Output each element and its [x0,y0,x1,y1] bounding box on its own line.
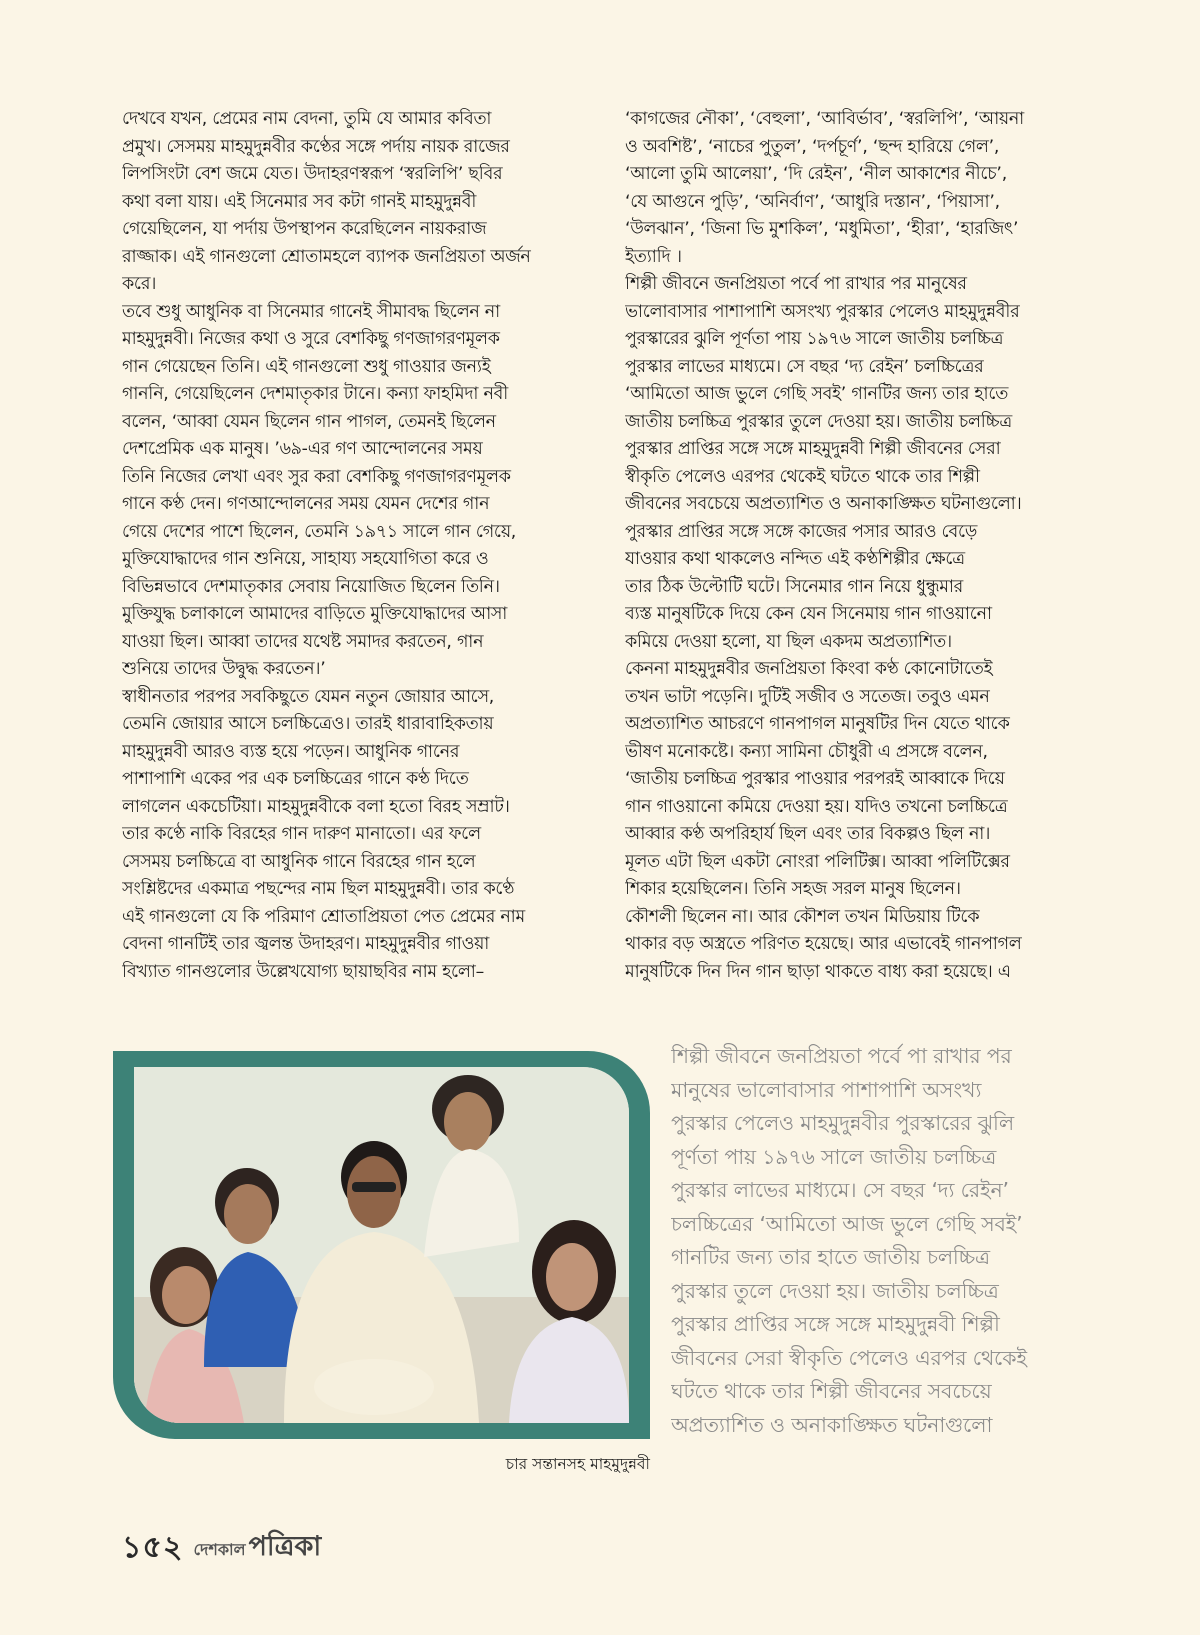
text-line: লাগলেন একচেটিয়া। মাহমুদুন্নবীকে বলা হতো বিরহ সম্রাট। [122,796,510,817]
text-line: যাওয়া ছিল। আব্বা তাদের যথেষ্ট সমাদর করতেন, গান [122,631,484,652]
text-line: জীবনের সবচেয়ে অপ্রত্যাশিত ও অনাকাঙ্ক্ষিত ঘটনাগুলো। [625,494,1022,514]
text-line: তিনি নিজের লেখা এবং সুর করা বেশকিছু গণজাগরণমূলক [122,466,511,487]
text-line: জাতীয় চলচ্চিত্র পুরস্কার তুলে দেওয়া হয়। জাতীয় চলচ্চিত্র [625,411,1012,432]
text-line: মাহমুদুন্নবী। নিজের কথা ও সুরে বেশকিছু গণজাগরণমূলক [122,329,500,349]
text-line: প্রমুখ। সেসময় মাহমুদুন্নবীর কণ্ঠের সঙ্গে পর্দায় নায়ক রাজের [122,136,510,157]
text-line: গেয়েছিলেন, যা পর্দায় উপস্থাপন করেছিলেন নায়করাজ [122,219,487,239]
text-line: থাকার বড় অস্ত্রতে পরিণত হয়েছে। আর এভাবেই গানপাগল [625,934,1022,954]
text-line: কেননা মাহমুদুন্নবীর জনপ্রিয়তা কিংবা কণ্ঠ কোনোটাতেই [625,659,993,679]
text-line: গাননি, গেয়েছিলেন দেশমাতৃকার টানে। কন্যা ফাহমিদা নবী [122,384,508,404]
text-line: বেদনা গানটিই তার জ্বলন্ত উদাহরণ। মাহমুদুন্নবীর গাওয়া [122,934,490,954]
text-line: ব্যস্ত মানুষটিকে দিয়ে কেন যেন সিনেমায় গান গাওয়ানো [625,604,992,624]
text-line: ‘কাগজের নৌকা’, ‘বেহুলা’, ‘আবির্ভাব’, ‘স্বরলিপি’, ‘আয়না [625,109,1024,129]
text-line: ‘জাতীয় চলচ্চিত্র পুরস্কার পাওয়ার পরপরই আব্বাকে দিয়ে [625,769,1005,789]
article-column-left [122,106,592,986]
text-line: গান গেয়েছেন তিনি। এই গানগুলো শুধু গাওয়ার জন্যই [122,356,491,377]
text-line: অপ্রত্যাশিত আচরণে গানপাগল মানুষটির দিন যেতে থাকে [625,714,1010,734]
text-line: কমিয়ে দেওয়া হলো, যা ছিল একদম অপ্রত্যাশিত। [625,631,952,652]
text-line: গানটির জন্য তার হাতে জাতীয় চলচ্চিত্র [671,1245,990,1269]
text-line: তেমনি জোয়ার আসে চলচ্চিত্রেও। তারই ধারাবাহিকতায় [122,714,494,734]
text-line: কৌশলী ছিলেন না। আর কৌশল তখন মিডিয়ায় টিকে [625,906,980,927]
text-line: তার ঠিক উল্টোটি ঘটে। সিনেমার গান নিয়ে ধুন্ধুমার [625,576,963,597]
text-line: ‘যে আগুনে পুড়ি’, ‘অনির্বাণ’, ‘আধুরি দস্তান’, ‘পিয়াসা’, [625,191,1000,212]
text-line: আব্বার কণ্ঠ অপরিহার্য ছিল এবং তার বিকল্পও ছিল না। [625,824,991,844]
text-line: মানুষের ভালোবাসার পাশাপাশি অসংখ্য [671,1077,982,1102]
text-line: মুক্তিযোদ্ধাদের গান শুনিয়ে, সাহায্য সহযোগিতা করে ও [122,549,489,569]
text-line: শিকার হয়েছিলেন। তিনি সহজ সরল মানুষ ছিলেন। [625,879,961,899]
text-line: সংশ্লিষ্টদের একমাত্র পছন্দের নাম ছিল মাহমুদুন্নবী। তার কণ্ঠে [122,879,515,899]
text-line: ‘আলো তুমি আলেয়া’, ‘দি রেইন’, ‘নীল আকাশের নীচে’, [625,164,1007,184]
text-line: এই গানগুলো যে কি পরিমাণ শ্রোতাপ্রিয়তা পেত প্রেমের নাম [122,906,525,927]
text-line: স্বাধীনতার পরপর সবকিছুতে যেমন নতুন জোয়ার আসে, [122,686,495,707]
text-line: করে। [122,274,157,294]
text-line: ঘটতে থাকে তার শিল্পী জীবনের সবচেয়ে [671,1379,992,1403]
text-line: লিপসিংটা বেশ জমে যেত। উদাহরণস্বরূপ ‘স্বরলিপি’ ছবির [122,164,503,184]
text-line: গানে কণ্ঠ দেন। গণআন্দোলনের সময় যেমন দেশের গান [122,494,490,514]
text-line: তখন ভাটা পড়েনি। দুটিই সজীব ও সতেজ। তবুও এমন [625,686,990,707]
text-line: স্বীকৃতি পেলেও এরপর থেকেই ঘটতে থাকে তার শিল্পী [625,466,980,487]
text-line: দেখবে যখন, প্রেমের নাম বেদনা, তুমি যে আমার কবিতা [122,109,492,129]
text-line: রাজ্জাক। এই গানগুলো শ্রোতামহলে ব্যাপক জনপ্রিয়তা অর্জন [122,246,531,267]
text-line: পুরস্কার প্রাপ্তির সঙ্গে সঙ্গে কাজের পসার আরও বেড়ে [625,521,978,542]
text-line: ‘আমিতো আজ ভুলে গেছি সবই’ গানটির জন্য তার হাতে [625,384,1009,404]
text-line: তবে শুধু আধুনিক বা সিনেমার গানেই সীমাবদ্ধ ছিলেন না [122,301,500,322]
text-line: অপ্রত্যাশিত ও অনাকাঙ্ক্ষিত ঘটনাগুলো [671,1412,993,1437]
text-line: গান গাওয়ানো কমিয়ে দেওয়া হয়। যদিও তখনো চলচ্চিত্রে [625,796,1008,817]
text-line: চলচ্চিত্রের ‘আমিতো আজ ভুলে গেছি সবই’ [671,1211,1023,1236]
text-line: কথা বলা যায়। এই সিনেমার সব কটা গানই মাহমুদুন্নবী [122,191,477,212]
text-line: মূলত এটা ছিল একটা নোংরা পলিটিক্স। আব্বা পলিটিক্সের [625,851,1010,872]
text-line: বিভিন্নভাবে দেশমাতৃকার সেবায় নিয়োজিত ছিলেন তিনি। [122,576,500,597]
text-line: গেয়ে দেশের পাশে ছিলেন, তেমনি ১৯৭১ সালে গান গেয়ে, [122,521,517,542]
text-line: বিখ্যাত গানগুলোর উল্লেখযোগ্য ছায়াছবির নাম হলো– [122,961,485,982]
text-line: পুরস্কার প্রাপ্তির সঙ্গে সঙ্গে মাহমুদুন্নবী শিল্পী জীবনের সেরা [625,439,1001,459]
text-line: যাওয়ার কথা থাকলেও নন্দিত এই কণ্ঠশিল্পীর ক্ষেত্রে [625,549,965,569]
text-line: ভালোবাসার পাশাপাশি অসংখ্য পুরস্কার পেলেও মাহমুদুন্নবীর [625,301,1020,322]
text-line: ‘উলঝান’, ‘জিনা ভি মুশকিল’, ‘মধুমিতা’, ‘হীরা’, ‘হারজিৎ’ [625,219,1019,239]
text-line: পুরস্কার লাভের মাধ্যমে। সে বছর ‘দ্য রেইন’ [671,1178,1009,1202]
text-line: শুনিয়ে তাদের উদ্বুদ্ধ করতেন।’ [122,659,326,679]
photo-frame [113,1051,650,1439]
pull-quote [671,1040,1111,1442]
text-line: ইত্যাদি । [625,246,682,267]
brand-part1: দেশকাল [193,1540,246,1559]
text-line: মুক্তিযুদ্ধ চলাকালে আমাদের বাড়িতে মুক্তিযোদ্ধাদের আসা [122,604,508,624]
family-photo [134,1067,629,1423]
text-line: জীবনের সেরা স্বীকৃতি পেলেও এরপর থেকেই [671,1345,1027,1370]
page-footer [122,1523,321,1574]
text-line: শিল্পী জীবনে জনপ্রিয়তা পর্বে পা রাখার পর মানুষের [625,274,967,294]
magazine-logo [193,1526,321,1571]
family-photo-illustration [134,1067,629,1423]
text-line: তার কণ্ঠে নাকি বিরহের গান দারুণ মানাতো। এর ফলে [122,824,481,844]
text-line: দেশপ্রেমিক এক মানুষ। ’৬৯-এর গণ আন্দোলনের সময় [122,439,483,459]
photo-caption: চার সন্তানসহ মাহমুদুন্নবী [505,1455,650,1473]
text-line: পূর্ণতা পায় ১৯৭৬ সালে জাতীয় চলচ্চিত্র [671,1144,997,1169]
text-line: মাহমুদুন্নবী আরও ব্যস্ত হয়ে পড়েন। আধুনিক গানের [122,741,460,762]
text-line: শিল্পী জীবনে জনপ্রিয়তা পর্বে পা রাখার পর [671,1044,1012,1068]
text-line: পাশাপাশি একের পর এক চলচ্চিত্রের গানে কণ্ঠ দিতে [122,769,469,789]
text-line: পুরস্কারের ঝুলি পূর্ণতা পায় ১৯৭৬ সালে জাতীয় চলচ্চিত্র [625,329,1004,349]
text-line: পুরস্কার তুলে দেওয়া হয়। জাতীয় চলচ্চিত্র [671,1278,999,1303]
page-number: ১৫২ [122,1530,184,1565]
text-line: পুরস্কার প্রাপ্তির সঙ্গে সঙ্গে মাহমুদুন্নবী শিল্পী [671,1312,1000,1336]
article-column-right [625,106,1088,986]
text-line: পুরস্কার পেলেও মাহমুদুন্নবীর পুরস্কারের ঝুলি [671,1111,1014,1135]
text-line: পুরস্কার লাভের মাধ্যমে। সে বছর ‘দ্য রেইন’ চলচ্চিত্রের [625,356,984,377]
text-line: বলেন, ‘আব্বা যেমন ছিলেন গান পাগল, তেমনই ছিলেন [122,411,496,432]
text-line: মানুষটিকে দিন দিন গান ছাড়া থাকতে বাধ্য করা হয়েছে। এ [625,961,1011,982]
text-line: ভীষণ মনোকষ্টে। কন্যা সামিনা চৌধুরী এ প্রসঙ্গে বলেন, [625,741,988,762]
text-line: ও অবশিষ্ট’, ‘নাচের পুতুল’, ‘দর্পচূর্ণ’, ‘ছন্দ হারিয়ে গেল’, [625,136,1000,157]
text-line: সেসময় চলচ্চিত্রে বা আধুনিক গানে বিরহের গান হলে [122,851,476,872]
brand-part2: পত্রিকা [248,1531,322,1562]
